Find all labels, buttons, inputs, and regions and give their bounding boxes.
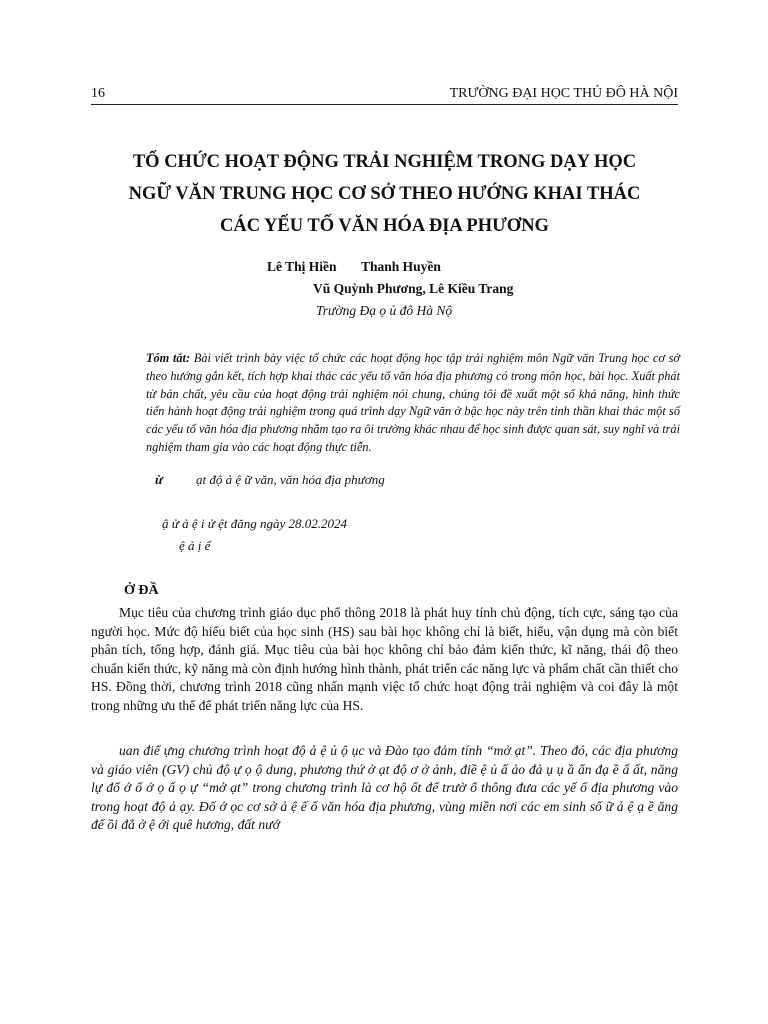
abstract-text: Bài viết trình bày việc tổ chức các hoạt động học tập trải nghiệm môn Ngữ văn Trung học cơ sở theo hướng gắn kết, tích hợp khai thác các yếu tố văn hóa địa phương có trong môn học, bài học. Xuất phát từ bản chất, yêu cầu của hoạt động trải nghiệm nói chung, chúng tôi đề xuất một số khả năng, hình thức tiến hành hoạt động trải nghiệm trong quá trình dạy Ngữ văn ở bậc học này trên tinh thần khai thác một số các yếu tố văn hóa địa phương nhằm tạo ra ôi trường khác nhau để học sinh được quan sát, suy nghĩ và trải nghiệm tham gia vào các hoạt động thực tiễn. bbox=[146, 351, 680, 454]
author-name: Thanh Huyền bbox=[361, 259, 441, 274]
header-rule bbox=[91, 104, 678, 105]
keywords-label: ừ bbox=[155, 472, 163, 487]
keywords bbox=[155, 472, 385, 488]
author-names: Vũ Quỳnh Phương, Lê Kiều Trang bbox=[313, 281, 514, 296]
journal-institution: TRƯỜNG ĐẠI HỌC THỦ ĐÔ HÀ NỘI bbox=[449, 86, 678, 101]
article-title bbox=[91, 146, 678, 242]
body-paragraph-2: uan điể ựng chương trình hoạt độ ả ệ ủ ộ ục và Đào tạo đảm tính “mở ạt”. Theo đó, các địa phương và giáo viên (GV) chủ độ ự ọ ộ dung, phương thứ ở ạt độ ơ ở ảnh, điề ệ ủ ấ ảo đả ụ ụ ầ ẩn đạ ề ấ ất, năng lự đổ ớ ổ ớ ọ ấ ọ ự “mở ạt” trong chương trình là cơ hộ ốt để trườ ổ thông đưa các yế ố địa phương vào trong hoạt độ ả ạy. Đố ớ ọc cơ sở ả ệ ế ố văn hóa địa phương, vùng miền nơi các em sinh số ữ ả ệ ạ ề ăng để ồi đắ ở ệ ới quê hương, đất nướ bbox=[91, 743, 678, 833]
abstract bbox=[146, 350, 680, 457]
section-heading: Ở ĐẦ bbox=[124, 583, 159, 598]
page-number: 16 bbox=[91, 86, 105, 101]
keywords-text: ạt độ ả ệ ữ văn, văn hóa địa phương bbox=[196, 472, 385, 487]
title-line: NGỮ VĂN TRUNG HỌC CƠ SỞ THEO HƯỚNG KHAI THÁC bbox=[128, 184, 641, 204]
affiliation: Trường Đạ ọ ủ đô Hà Nộ bbox=[316, 303, 453, 318]
title-line: TỔ CHỨC HOẠT ĐỘNG TRẢI NGHIỆM TRONG DẠY HỌC bbox=[132, 152, 637, 172]
author-name: Lê Thị Hiền bbox=[267, 259, 337, 274]
dates-line-2: ệ ả ị ể bbox=[179, 538, 211, 553]
abstract-label: Tóm tắt: bbox=[146, 351, 191, 365]
body-paragraph-1: Mục tiêu của chương trình giáo dục phổ thông 2018 là phát huy tính chủ động, tích cực, sáng tạo của người học. Mức độ hiểu biết của học sinh (HS) sau bài học không chỉ là biết, hiểu, vận dụng mà còn biết phân tích, tổng hợp, đánh giá. Mục tiêu của bài học không chỉ bảo đảm kiến thức, kĩ năng, thái độ theo chuẩn kiến thức, kỹ năng mà còn định hướng hình thành, phát triển các năng lực và phẩm chất cần thiết cho HS. Đồng thời, chương trình 2018 cũng nhấn mạnh việc tổ chức hoạt động trải nghiệm và coi đây là một trong những ưu thế để phát triển năng lực của HS. bbox=[91, 605, 678, 713]
title-line: CÁC YẾU TỐ VĂN HÓA ĐỊA PHƯƠNG bbox=[220, 216, 549, 236]
dates-line-1: ậ ử ả ệ i ử ệt đăng ngày 28.02.2024 bbox=[162, 516, 347, 531]
